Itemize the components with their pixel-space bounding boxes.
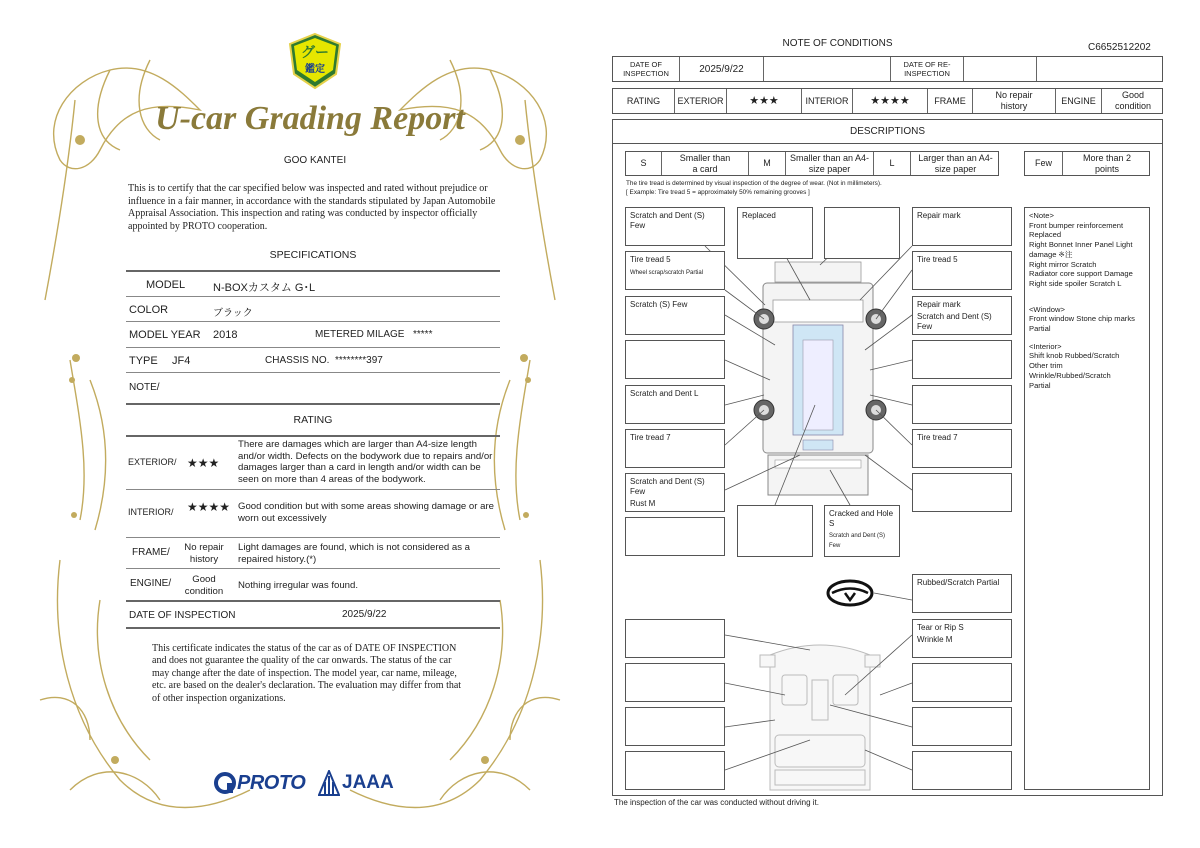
desc-box bbox=[625, 473, 725, 512]
desc-box bbox=[824, 505, 900, 557]
conditions-footer: The inspection of the car was conducted without driving it. bbox=[614, 798, 819, 807]
color-label: COLOR bbox=[129, 304, 169, 316]
exterior-label: EXTERIOR bbox=[675, 89, 727, 113]
proto-mark-icon bbox=[213, 771, 237, 795]
desc-text: Scratch and Dent (S) Few bbox=[917, 312, 992, 331]
interior-outline bbox=[760, 645, 880, 790]
note-line: Wrinkle/Rubbed/Scratch bbox=[1029, 370, 1111, 380]
divider bbox=[126, 321, 500, 322]
desc-text: Repair mark bbox=[917, 211, 961, 220]
steering-wheel-icon bbox=[828, 581, 872, 605]
desc-box bbox=[912, 429, 1012, 468]
interior-stars: ★★★★ bbox=[187, 500, 231, 514]
inspection-date-value: 2025/9/22 bbox=[342, 609, 387, 620]
certificate-intro: This is to certify that the car specified below was inspected and rated without prejudice or influence in a fair manner, in accordance with the standards stipulated by Japan Automobile Appraisal Association. This inspection and rating was conducted by inspector officially appointed by PROTO cooperation. bbox=[128, 183, 496, 232]
jaaa-logo-text: JAAA bbox=[342, 772, 394, 793]
interior-stars: ★★★★ bbox=[853, 89, 928, 113]
color-value: ブラック bbox=[213, 308, 253, 319]
engine-value: Good condition bbox=[1114, 90, 1152, 111]
legend-value: Smaller than an A4-size paper bbox=[786, 152, 874, 175]
chassis-value: ********397 bbox=[335, 355, 383, 366]
legend-key: L bbox=[874, 152, 911, 175]
conditions-code: C6652512202 bbox=[1088, 42, 1151, 53]
legend-key: M bbox=[749, 152, 786, 175]
note-label: NOTE/ bbox=[129, 382, 160, 393]
divider bbox=[126, 296, 500, 297]
desc-text: Tire tread 7 bbox=[630, 433, 671, 442]
year-label: MODEL YEAR bbox=[129, 329, 201, 341]
legend-key: S bbox=[626, 152, 662, 175]
desc-text: Scratch (S) Few bbox=[630, 300, 688, 309]
desc-text: Tire tread 5 bbox=[630, 255, 671, 264]
interior-label: INTERIOR bbox=[802, 89, 853, 113]
note-line: Radiator core support Damage bbox=[1029, 269, 1133, 279]
certificate-title: U-car Grading Report bbox=[155, 100, 465, 137]
divider bbox=[126, 270, 500, 272]
tire-note: The tire tread is determined by visual inspection of the degree of wear. (Not in millimeters). bbox=[626, 180, 882, 187]
legend-value: Smaller than a card bbox=[662, 152, 749, 175]
interior-label: INTERIOR/ bbox=[128, 507, 174, 517]
car-body-outline bbox=[763, 262, 873, 495]
interior-desc: Good condition but with some areas showing damage or are worn out excessively bbox=[238, 501, 494, 524]
desc-box bbox=[912, 473, 1012, 512]
divider bbox=[126, 489, 500, 490]
desc-box bbox=[625, 517, 725, 556]
desc-box bbox=[625, 340, 725, 379]
note-line: Right side spoiler Scratch L bbox=[1029, 278, 1122, 288]
divider bbox=[126, 372, 500, 373]
jaaa-mark-icon bbox=[318, 770, 340, 796]
desc-box bbox=[912, 340, 1012, 379]
proto-logo-text: PROTO bbox=[237, 771, 306, 794]
desc-text: Tire tread 5 bbox=[917, 255, 958, 264]
exterior-stars: ★★★ bbox=[187, 456, 220, 470]
proto-logo bbox=[213, 770, 305, 796]
desc-box bbox=[737, 207, 813, 259]
model-label: MODEL bbox=[146, 279, 186, 291]
frame-label: FRAME/ bbox=[132, 547, 170, 558]
note-line: Shift knob Rubbed/Scratch bbox=[1029, 351, 1120, 361]
specs-heading: SPECIFICATIONS bbox=[269, 249, 357, 261]
desc-text: Tear or Rip S bbox=[917, 623, 964, 632]
desc-box bbox=[912, 574, 1012, 613]
desc-box bbox=[912, 619, 1012, 658]
note-line: Other trim bbox=[1029, 361, 1063, 371]
doi-value: 2025/9/22 bbox=[680, 57, 764, 81]
desc-box bbox=[625, 385, 725, 424]
note-line: Right Bonnet Inner Panel Light damage ※注 bbox=[1029, 240, 1133, 259]
frame-desc: Light damages are found, which is not considered as a repaired history.(*) bbox=[238, 542, 470, 565]
chassis-label: CHASSIS NO. bbox=[265, 355, 330, 366]
desc-box bbox=[625, 296, 725, 335]
divider bbox=[126, 600, 500, 602]
mileage-value: ***** bbox=[413, 329, 433, 340]
desc-box bbox=[912, 251, 1012, 290]
badge-text: グー bbox=[301, 44, 329, 60]
desc-box bbox=[912, 385, 1012, 424]
desc-box bbox=[912, 751, 1012, 790]
desc-text: Rust M bbox=[630, 499, 656, 508]
desc-text: Wrinkle M bbox=[917, 635, 953, 644]
desc-box bbox=[625, 207, 725, 246]
divider bbox=[126, 627, 500, 629]
type-label: TYPE bbox=[129, 355, 158, 367]
note-line: Front bumper reinforcement bbox=[1029, 220, 1124, 230]
note-of-conditions bbox=[600, 0, 1200, 848]
legend-key: Few bbox=[1025, 152, 1063, 175]
descriptions-heading: DESCRIPTIONS bbox=[849, 126, 925, 137]
goo-kantei-badge bbox=[288, 32, 342, 90]
desc-box bbox=[824, 207, 900, 259]
desc-text: Scratch and Dent (S) Few bbox=[829, 533, 886, 549]
note-line: Right mirror Scratch bbox=[1029, 259, 1097, 269]
desc-box bbox=[625, 619, 725, 658]
desc-box bbox=[737, 505, 813, 557]
desc-text: Rubbed/Scratch Partial bbox=[917, 578, 1000, 587]
note-line: Partial bbox=[1029, 380, 1051, 390]
frame-label: FRAME bbox=[928, 89, 973, 113]
desc-text: Scratch and Dent L bbox=[630, 389, 699, 398]
exterior-stars: ★★★ bbox=[727, 89, 802, 113]
reinspect-label: DATE OF RE-INSPECTION bbox=[891, 57, 964, 81]
note-line: <Note> bbox=[1029, 211, 1054, 220]
desc-text: Repair mark bbox=[917, 300, 961, 309]
note-line: Replaced bbox=[1029, 230, 1062, 240]
divider bbox=[126, 568, 500, 569]
desc-text: Tire tread 7 bbox=[917, 433, 958, 442]
engine-label: ENGINE bbox=[1056, 89, 1102, 113]
certificate-footer: This certificate indicates the status of the car as of DATE OF INSPECTION and does not guarantee the quality of the car onwards. The status of the car may change after the date of inspection. The model year, car name, mileage, etc. are based on the dealer's declaration. The evaluation may differ from that of other inspection organizations. bbox=[152, 643, 462, 704]
desc-text: Scratch and Dent (S) Few bbox=[630, 477, 705, 496]
certificate-subtitle: GOO KANTEI bbox=[283, 155, 347, 166]
doi-label: DATE OF INSPECTION bbox=[613, 57, 680, 81]
note-line: Front window Stone chip marks Partial bbox=[1029, 314, 1135, 334]
legend-value: Larger than an A4-size paper bbox=[918, 152, 993, 174]
desc-text: Scratch and Dent (S) Few bbox=[630, 211, 705, 230]
rating-label: RATING bbox=[613, 89, 675, 113]
desc-text: Cracked and Hole S bbox=[829, 509, 894, 528]
mileage-label: METERED MILAGE bbox=[315, 329, 405, 340]
engine-desc: Nothing irregular was found. bbox=[238, 580, 358, 591]
desc-box bbox=[625, 707, 725, 746]
engine-value: Good condition bbox=[184, 574, 224, 597]
note-line: <Interior> bbox=[1029, 341, 1062, 351]
desc-box bbox=[912, 663, 1012, 702]
frame-value: No repair history bbox=[184, 542, 224, 565]
jaaa-logo bbox=[318, 770, 394, 796]
tire-note-example: [ Example: Tire tread 5 = approximately 50% remaining grooves ] bbox=[626, 189, 810, 196]
inspection-date-label: DATE OF INSPECTION bbox=[129, 610, 236, 621]
desc-box bbox=[625, 429, 725, 468]
type-value: JF4 bbox=[172, 355, 191, 367]
exterior-desc: There are damages which are larger than A4-size length and/or width. Defects on the bodywork due to repairs and/or damages larger than a card in length and/or width can be seen on more than 4 areas of the bodywork. bbox=[238, 439, 493, 485]
divider bbox=[126, 537, 500, 538]
legend-value: More than 2 points bbox=[1082, 152, 1132, 174]
desc-box bbox=[625, 251, 725, 290]
exterior-label: EXTERIOR/ bbox=[128, 457, 177, 467]
desc-box bbox=[912, 707, 1012, 746]
notes-panel bbox=[1024, 207, 1150, 790]
divider bbox=[126, 435, 500, 437]
desc-box bbox=[912, 296, 1012, 335]
desc-box bbox=[625, 663, 725, 702]
divider bbox=[126, 403, 500, 405]
desc-text: Replaced bbox=[742, 211, 776, 220]
note-line: <Window> bbox=[1029, 304, 1065, 314]
badge-sub: 鑑定 bbox=[305, 64, 325, 75]
desc-box bbox=[625, 751, 725, 790]
frame-value: No repair history bbox=[973, 89, 1056, 113]
engine-label: ENGINE/ bbox=[130, 578, 172, 589]
year-value: 2018 bbox=[213, 329, 238, 341]
conditions-title: NOTE OF CONDITIONS bbox=[782, 38, 893, 49]
divider bbox=[126, 347, 500, 348]
rating-heading: RATING bbox=[293, 414, 333, 426]
model-value: N-BOXカスタム G･L bbox=[213, 282, 316, 294]
desc-text: Wheel scrap/scratch Partial bbox=[630, 270, 704, 276]
desc-box bbox=[912, 207, 1012, 246]
